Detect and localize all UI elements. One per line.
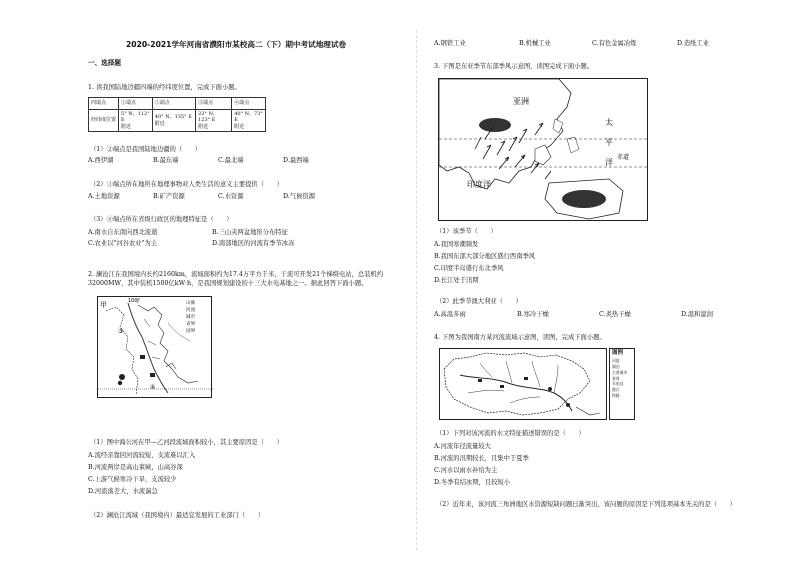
legend-item: 水电站 bbox=[612, 381, 624, 387]
map-label-asia: 亚洲 bbox=[513, 97, 529, 106]
option-b[interactable]: B.河流的汛期较长，且集中于夏季 bbox=[434, 455, 529, 462]
legend-title: 图例 bbox=[612, 350, 624, 356]
legend-item: 省界 bbox=[612, 375, 620, 381]
q1-sub2: （2）③端点所在地所在地理事物对人类生活的意义主要提供（ ） bbox=[90, 181, 283, 188]
option-c[interactable]: C.农业以"河谷农业"为主 bbox=[88, 240, 158, 247]
q3-sub1: （1）该季节（ ） bbox=[436, 228, 497, 235]
option-a[interactable]: A.河流年径流量较大 bbox=[434, 443, 491, 450]
option-b[interactable]: B.机械工业 bbox=[519, 40, 551, 47]
q3-sub2-options bbox=[434, 311, 764, 319]
option-c[interactable]: C.有色金属冶炼 bbox=[592, 40, 637, 47]
map-label-pacific-3: 洋 bbox=[605, 158, 613, 167]
option-b[interactable]: B.三山夹两盆地形分布特征 bbox=[212, 229, 288, 236]
option-d[interactable]: D.南部地区的河流有季节冰冻 bbox=[212, 240, 295, 247]
monsoon-map-svg bbox=[439, 79, 649, 222]
map-label-pacific-2: 平 bbox=[605, 138, 613, 147]
option-d[interactable]: D.造纸工业 bbox=[677, 40, 710, 47]
map-legend bbox=[186, 300, 195, 336]
q4-sub2: （2）近年来，该河流三角洲地区水资源短缺问题日渐突出，该问题的原因是下列选项基本无关的是（ ） bbox=[436, 501, 736, 508]
q2-intro: 2. 澜沧江在我国境内长约2160km，流域面积约为17.4万平方千米，干流可开发21个梯级电站，总装机约32000MW，其中装机1500亿kW·h，是我国规划建设的十三大水电基地之一。据此回答下面小题。 bbox=[88, 271, 384, 288]
table-header-cell: 四端点 bbox=[89, 98, 119, 110]
exam-title: 2020-2021学年河南省濮阳市某校高二（下）期中考试地理试卷 bbox=[126, 40, 347, 49]
option-b[interactable]: B.最东端 bbox=[153, 157, 179, 164]
q2-sub2: （2）澜沧江流域（我国境内）最适宜发展的工业部门（ ） bbox=[90, 512, 265, 519]
river-map-legend bbox=[609, 348, 635, 420]
table-header-cell: ④端点 bbox=[232, 98, 266, 110]
q1-sub3: （3）④端点所在省级行政区的地理特征是（ ） bbox=[90, 216, 233, 223]
option-a[interactable]: A.南水自东南向西北流逝 bbox=[88, 229, 158, 236]
table-header-cell: ①端点 bbox=[119, 98, 153, 110]
river-basin-svg bbox=[440, 349, 608, 421]
option-a[interactable]: A.钢铁工业 bbox=[434, 40, 466, 47]
q4-sub1: （1）下列对该河流的水文特征描述错误的是（ ） bbox=[436, 430, 585, 437]
option-b[interactable]: B.我国东部大部分地区盛行西南季风 bbox=[434, 253, 536, 260]
table-cell: 40° N，135° E附近 bbox=[152, 110, 195, 132]
option-d[interactable]: D.冬季有结冰期，且较短小 bbox=[434, 479, 511, 486]
section-heading: 一、选择题 bbox=[88, 59, 121, 67]
option-a[interactable]: A.我国寒潮频发 bbox=[434, 241, 479, 248]
legend-item: 城市 bbox=[186, 315, 196, 321]
option-d[interactable]: D.长江处于汛期 bbox=[434, 277, 479, 284]
legend-item: 省界 bbox=[186, 322, 196, 328]
option-d[interactable]: D.最西端 bbox=[283, 157, 309, 164]
column-divider bbox=[416, 30, 417, 550]
option-c[interactable]: C.印度半岛盛行东北季风 bbox=[434, 265, 504, 272]
legend-item: 山脉 bbox=[186, 301, 196, 306]
legend-item: 铁路 bbox=[612, 393, 620, 399]
q1-sub1-options bbox=[88, 157, 348, 165]
legend-item: 国界 bbox=[186, 329, 196, 335]
legend-item: 河流 bbox=[612, 357, 620, 363]
river-basin-map bbox=[439, 348, 607, 420]
table-cell: 5° N，112° E 附近 bbox=[119, 110, 153, 132]
option-c[interactable]: C.水资源 bbox=[218, 193, 244, 200]
q1-intro: 1. 读我国陆地边疆四端的经纬度位置，完成下面小题。 bbox=[88, 84, 241, 91]
map-label-equator: 赤道 bbox=[617, 154, 630, 161]
map-svg bbox=[98, 297, 213, 399]
map-label-longitude: 100° bbox=[128, 298, 141, 304]
table-header-cell: ③端点 bbox=[196, 98, 232, 110]
q4-intro: 4. 下图为我国南方某河流流域示意图，读图，完成下面小题。 bbox=[434, 334, 606, 341]
option-a[interactable]: A.流经亲靠回河流较短，支流难以汇入 bbox=[88, 452, 196, 459]
map-label-pacific-1: 太 bbox=[605, 118, 613, 127]
map-label-3: ③ bbox=[118, 328, 124, 335]
q2-sub2-options bbox=[434, 40, 764, 48]
option-b[interactable]: B.寒冷干燥 bbox=[517, 311, 549, 318]
map-label-indian-ocean: 印度洋 bbox=[467, 180, 491, 189]
table-cell: 40° N，73° E 附近 bbox=[232, 110, 266, 132]
q3-intro: 3. 下图是东亚季节东部季风示意图，读图完成下面小题。 bbox=[434, 63, 594, 70]
legend-item: 主要城市 bbox=[612, 369, 628, 375]
option-d[interactable]: D.温和湿润 bbox=[681, 311, 714, 318]
option-a[interactable]: A.土地资源 bbox=[88, 193, 120, 200]
legend-item: 河流 bbox=[186, 308, 196, 314]
option-d[interactable]: D.河流落差大，水流湍急 bbox=[88, 488, 158, 495]
option-a[interactable]: A.高温多雨 bbox=[434, 311, 466, 318]
table-cell: 23° N，123° E 附近 bbox=[196, 110, 232, 132]
option-c[interactable]: C.上游气候寒冷干旱，支流较少 bbox=[88, 476, 177, 483]
map-label-jia: 甲 bbox=[100, 301, 107, 309]
option-b[interactable]: B.河流两岸是高山束峡，山高谷深 bbox=[88, 464, 183, 471]
option-d[interactable]: D.气候资源 bbox=[283, 193, 316, 200]
legend-item: 港口 bbox=[612, 387, 620, 393]
monsoon-map bbox=[438, 78, 648, 221]
option-c[interactable]: C.最北端 bbox=[218, 157, 244, 164]
q1-table bbox=[88, 97, 266, 132]
table-row-label: 经纬度位置 bbox=[89, 110, 119, 132]
q1-sub1: （1）②端点是我国陆地边疆的（ ） bbox=[90, 146, 202, 153]
option-c[interactable]: C.河水以雨水补给为主 bbox=[434, 467, 498, 474]
q1-sub2-options bbox=[88, 193, 348, 201]
legend-item: 湖泊 bbox=[612, 363, 620, 369]
map-label-4: ④ bbox=[150, 384, 156, 391]
option-c[interactable]: C.炎热干燥 bbox=[599, 311, 631, 318]
q2-sub1: （1）图中海公河在甲—乙河段流域面积较小，其主要原因是（ ） bbox=[90, 439, 283, 446]
option-b[interactable]: B.矿产资源 bbox=[153, 193, 185, 200]
option-a[interactable]: A.西伊湖 bbox=[88, 157, 114, 164]
q3-sub2: （2）此季节澳大利亚（ ） bbox=[436, 298, 522, 305]
table-header-cell: ②端点 bbox=[152, 98, 195, 110]
